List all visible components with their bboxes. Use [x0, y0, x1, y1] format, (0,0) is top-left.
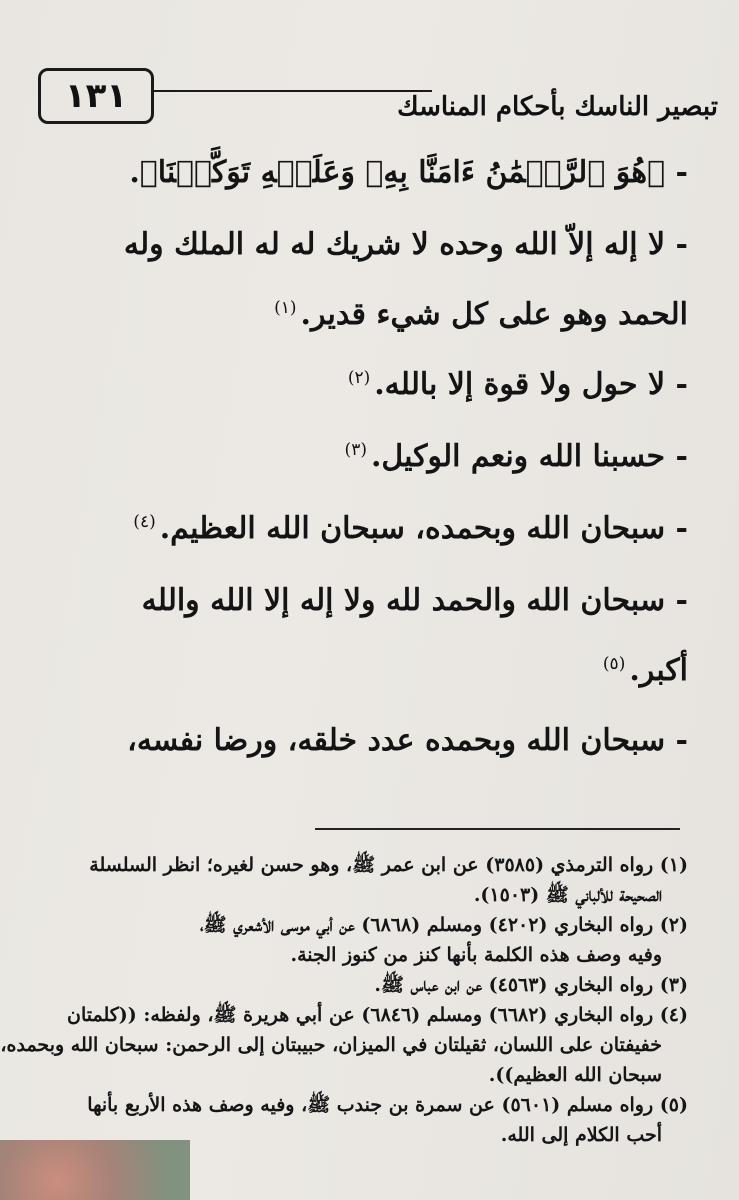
text-line: الحمد وهو على كل شيء قدير.$^{(١)}$ [274, 297, 688, 332]
footnote-ref: (٣) [344, 440, 367, 460]
page-number: ١٣١ [38, 68, 154, 124]
text-line: - سبحان الله وبحمده عدد خلقه، ورضا نفسه، [127, 723, 688, 758]
footnote-1: (١) رواه الترمذي (٣٥٨٥) عن ابن عمر ﷺ، وهو حسن لغيره؛ انظر السلسلة الصحيحة للألباني ﷺ (١٥٠٣). [89, 854, 688, 906]
main-text [38, 130, 688, 770]
footnote-4: (٤) رواه البخاري (٦٦٨٢) ومسلم (٦٨٤٦) عن أبي هريرة ﷺ، ولفظه: ((كلمتان خفيفتان على اللسان، ثقيلتان في الميزان، حبيبتان إلى الرحمن: سبحان الله وبحمده، سبحان الله العظيم)). [0, 1004, 688, 1086]
footnotes [0, 850, 688, 1150]
text-line: - حسبنا الله ونعم الوكيل.$^{(٣)}$ [344, 439, 688, 474]
footnote-ref: (٤) [133, 512, 156, 532]
page-header [38, 58, 718, 128]
footnote-ref: (٥) [602, 654, 626, 674]
text-line: أكبر.$^{(٥)}$ [602, 653, 688, 688]
footnote-5: (٥) رواه مسلم (٥٦٠١) عن سمرة بن جندب ﷺ، وفيه وصف هذه الأربع بأنها أحب الكلام إلى الله. [87, 1094, 688, 1146]
footnote-ref: (١) [274, 298, 297, 318]
footnote-ref: (٢) [347, 368, 371, 388]
header-rule [154, 90, 432, 92]
text-line: - لا حول ولا قوة إلا بالله.$^{(٢)}$ [347, 367, 688, 402]
text-line: - سبحان الله وبحمده، سبحان الله العظيم.$^{(٤)}$ [133, 511, 688, 546]
text-line: - سبحان الله والحمد لله ولا إله إلا الله والله [141, 583, 688, 618]
footnote-2: (٢) رواه البخاري (٤٢٠٢) ومسلم (٦٨٦٨) عن أبي موسى الأشعري ﷺ، وفيه وصف هذه الكلمة بأنها كنز من كنوز الجنة. [200, 914, 688, 966]
book-title: تبصير الناسك بأحكام المناسك [397, 92, 718, 122]
text-line: - لا إله إلاّ الله وحده لا شريك له له الملك وله [123, 227, 688, 262]
footnote-3: (٣) رواه البخاري (٤٥٦٣) عن ابن عباس ﷺ. [374, 974, 688, 996]
footnote-rule [315, 828, 680, 830]
text-line: - ﴿هُوَ ٱلرَّحۡمَٰنُ ءَامَنَّا بِهِۦ وَعَلَيۡهِ تَوَكَّلۡنَا﴾. [129, 155, 688, 190]
